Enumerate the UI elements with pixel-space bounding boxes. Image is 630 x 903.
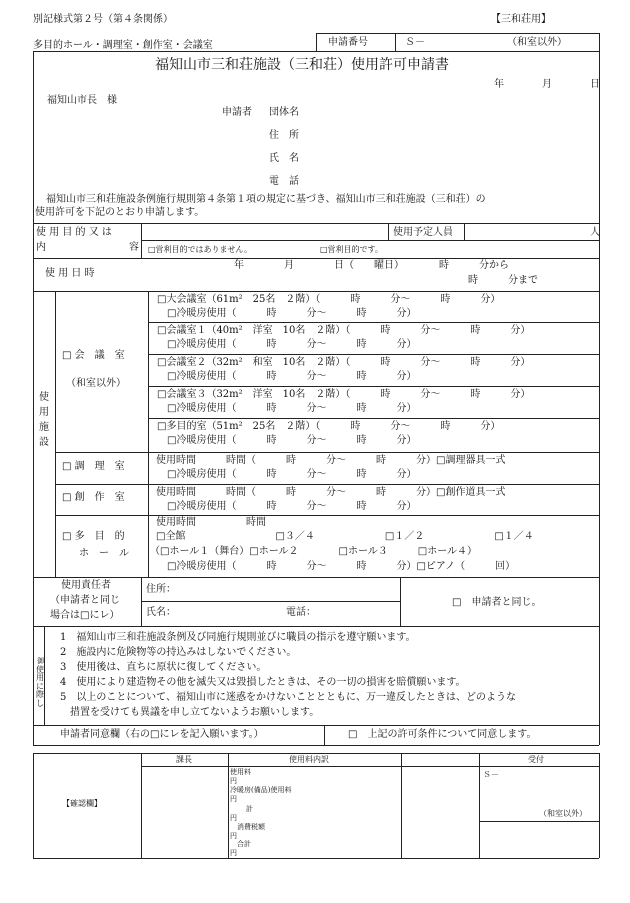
app-number-value[interactable]: Ｓ－ bbox=[405, 37, 425, 48]
usage-date-from[interactable]: 年 月 日（ 曜日） 時 分から bbox=[234, 260, 509, 271]
fee-tax: 消費税額 bbox=[237, 823, 265, 831]
hall-time[interactable]: 使用時間 時間 bbox=[156, 517, 266, 528]
applicant-phone-label: 電 話 bbox=[269, 176, 299, 187]
room-meeting-1[interactable]: □会議室１（40m² 洋室 10名 ２階）（ 時 分～ 時 分） bbox=[157, 325, 531, 336]
receipt-number[interactable]: Ｓ－ bbox=[483, 770, 499, 779]
fee-usage: 使用料 bbox=[230, 768, 251, 776]
cooking-ac[interactable]: □冷暖房使用（ 時 分～ 時 分） bbox=[167, 469, 417, 480]
hall-check[interactable]: □ 多 目 的 bbox=[62, 531, 125, 542]
consent-check[interactable]: □ 上記の許可条件について同意します。 bbox=[348, 729, 537, 740]
responsible-phone[interactable]: 電話： bbox=[286, 607, 316, 618]
hall-label: ホ ー ル bbox=[79, 548, 129, 559]
room-main-hall-ac[interactable]: □冷暖房使用（ 時 分～ 時 分） bbox=[167, 308, 417, 319]
room-meeting-3[interactable]: □会議室３（32m² 洋室 10名 ２階）（ 時 分～ 時 分） bbox=[157, 389, 531, 400]
responsible-name[interactable]: 氏名： bbox=[146, 607, 176, 618]
condition-5-cont: 措置を受けても異議を申し立てないようお願いします。 bbox=[70, 707, 320, 718]
app-number-note: （和室以外） bbox=[507, 37, 567, 48]
craft-room-check[interactable]: □ 創 作 室 bbox=[62, 492, 125, 503]
intro-text-2: 使用許可を下記のとおり申請します。 bbox=[35, 207, 205, 218]
receipt-note: （和室以外） bbox=[539, 809, 587, 818]
room-multipurpose[interactable]: □多目的室（51m² 25名 ２階）（ 時 分～ 時 分） bbox=[157, 421, 501, 432]
hall-area-options[interactable]: □全館 □３／４ □１／２ □１／４ bbox=[156, 531, 534, 542]
craft-ac[interactable]: □冷暖房使用（ 時 分～ 時 分） bbox=[167, 501, 417, 512]
hall-ac-piano[interactable]: □冷暖房使用（ 時 分～ 時 分）□ピアノ（ 回） bbox=[167, 561, 516, 572]
responsible-label-1: 使用責任者 bbox=[61, 580, 111, 591]
cooking-time[interactable]: 使用時間 時間（ 時 分～ 時 分）□調理器具一式 bbox=[156, 455, 506, 466]
non-profit-check[interactable]: □営利目的ではありません。 bbox=[148, 245, 253, 254]
date-month[interactable]: 月 bbox=[542, 79, 552, 90]
purpose-label-2a: 内 bbox=[36, 242, 46, 253]
fee-subtotal: 計 bbox=[246, 805, 253, 813]
page-title: 福知山市三和荘施設（三和荘）使用許可申請書 bbox=[155, 57, 449, 73]
date-day[interactable]: 日 bbox=[590, 79, 600, 90]
people-unit: 人 bbox=[590, 227, 600, 238]
form-number: 別記様式第２号（第４条関係） bbox=[33, 14, 173, 25]
hall-unit-options[interactable]: （□ホール１（舞台）□ホール２ □ホール３ □ホール４） bbox=[150, 546, 477, 557]
craft-time[interactable]: 使用時間 時間（ 時 分～ 時 分）□創作道具一式 bbox=[156, 487, 506, 498]
cooking-room-check[interactable]: □ 調 理 室 bbox=[62, 461, 125, 472]
condition-1: 1 福知山市三和荘施設条例及び同施行規則並びに職員の指示を遵守願います。 bbox=[60, 632, 416, 643]
facility-tag: 【三和荘用】 bbox=[491, 14, 551, 25]
fee-tax-unit: 円 bbox=[230, 832, 237, 840]
conditions-label-2: 使用に際し bbox=[36, 665, 44, 708]
people-label: 使用予定人員 bbox=[393, 227, 453, 238]
applicant-label: 申請者 bbox=[222, 107, 252, 118]
room-meeting-2[interactable]: □会議室２（32m² 和室 10名 ２階）（ 時 分～ 時 分） bbox=[157, 357, 531, 368]
usage-date-to[interactable]: 時 分まで bbox=[468, 275, 538, 286]
app-number-label: 申請番号 bbox=[328, 37, 368, 48]
confirm-label: 【確認欄】 bbox=[62, 799, 102, 808]
responsible-address[interactable]: 住所： bbox=[146, 584, 176, 595]
responsible-label-3: 場合は□にレ） bbox=[50, 610, 120, 621]
usage-date-label: 使 用 日 時 bbox=[45, 268, 95, 279]
fee-ac: 冷暖房(備品)使用料 bbox=[230, 786, 292, 794]
condition-3: 3 使用後は、直ちに原状に復してください。 bbox=[60, 662, 267, 673]
applicant-name-label: 氏 名 bbox=[269, 153, 299, 164]
room-meeting-2-ac[interactable]: □冷暖房使用（ 時 分～ 時 分） bbox=[167, 371, 417, 382]
room-main-hall[interactable]: □大会議室（61m² 25名 ２階）（ 時 分～ 時 分） bbox=[157, 294, 501, 305]
chief-label: 課長 bbox=[176, 755, 192, 764]
fee-subtotal-unit: 円 bbox=[230, 814, 237, 822]
room-meeting-1-ac[interactable]: □冷暖房使用（ 時 分～ 時 分） bbox=[167, 339, 417, 350]
room-meeting-3-ac[interactable]: □冷暖房使用（ 時 分～ 時 分） bbox=[167, 403, 417, 414]
same-as-applicant-check[interactable]: □ 申請者と同じ。 bbox=[452, 597, 542, 608]
room-multipurpose-ac[interactable]: □冷暖房使用（ 時 分～ 時 分） bbox=[167, 435, 417, 446]
fee-total-unit: 円 bbox=[230, 849, 237, 857]
date-year[interactable]: 年 bbox=[494, 79, 504, 90]
receipt-label: 受付 bbox=[528, 755, 544, 764]
conditions-label-1: 御 bbox=[37, 657, 44, 665]
condition-5: 5 以上のことについて、福知山市に迷惑をかけないこととともに、万一違反したときは、どのような bbox=[60, 692, 516, 703]
applicant-address-label: 住 所 bbox=[269, 130, 299, 141]
meeting-room-note: （和室以外） bbox=[66, 378, 126, 389]
condition-2: 2 施設内に危険物等の持込みはしないでください。 bbox=[60, 647, 297, 658]
intro-text-1: 福知山市三和荘施設条例施行規則第４条第１項の規定に基づき、福知山市三和荘施設（三和荘）の bbox=[46, 194, 486, 205]
fee-usage-unit: 円 bbox=[230, 777, 237, 785]
fee-header: 使用料内訳 bbox=[289, 755, 329, 764]
purpose-label-1: 使 用 目 的 又 は bbox=[36, 227, 112, 238]
purpose-label-2b: 容 bbox=[129, 242, 139, 253]
fee-total: 合計 bbox=[237, 840, 251, 848]
consent-label: 申請者同意欄（右の□にレを記入願います。） bbox=[60, 729, 264, 740]
addressee: 福知山市長 様 bbox=[47, 95, 117, 106]
condition-4: 4 使用により建造物その他を滅失又は毀損したときは、その一切の損害を賠償願います。 bbox=[60, 677, 466, 688]
fee-ac-unit: 円 bbox=[230, 795, 237, 803]
room-types: 多目的ホール・調理室・創作室・会議室 bbox=[33, 40, 213, 51]
responsible-label-2: （申請者と同じ bbox=[50, 595, 120, 606]
facility-label: 使用施設 bbox=[39, 392, 49, 448]
profit-check[interactable]: □営利目的です。 bbox=[320, 245, 383, 254]
applicant-org-label: 団体名 bbox=[269, 107, 299, 118]
meeting-room-check[interactable]: □ 会 議 室 bbox=[62, 350, 125, 361]
